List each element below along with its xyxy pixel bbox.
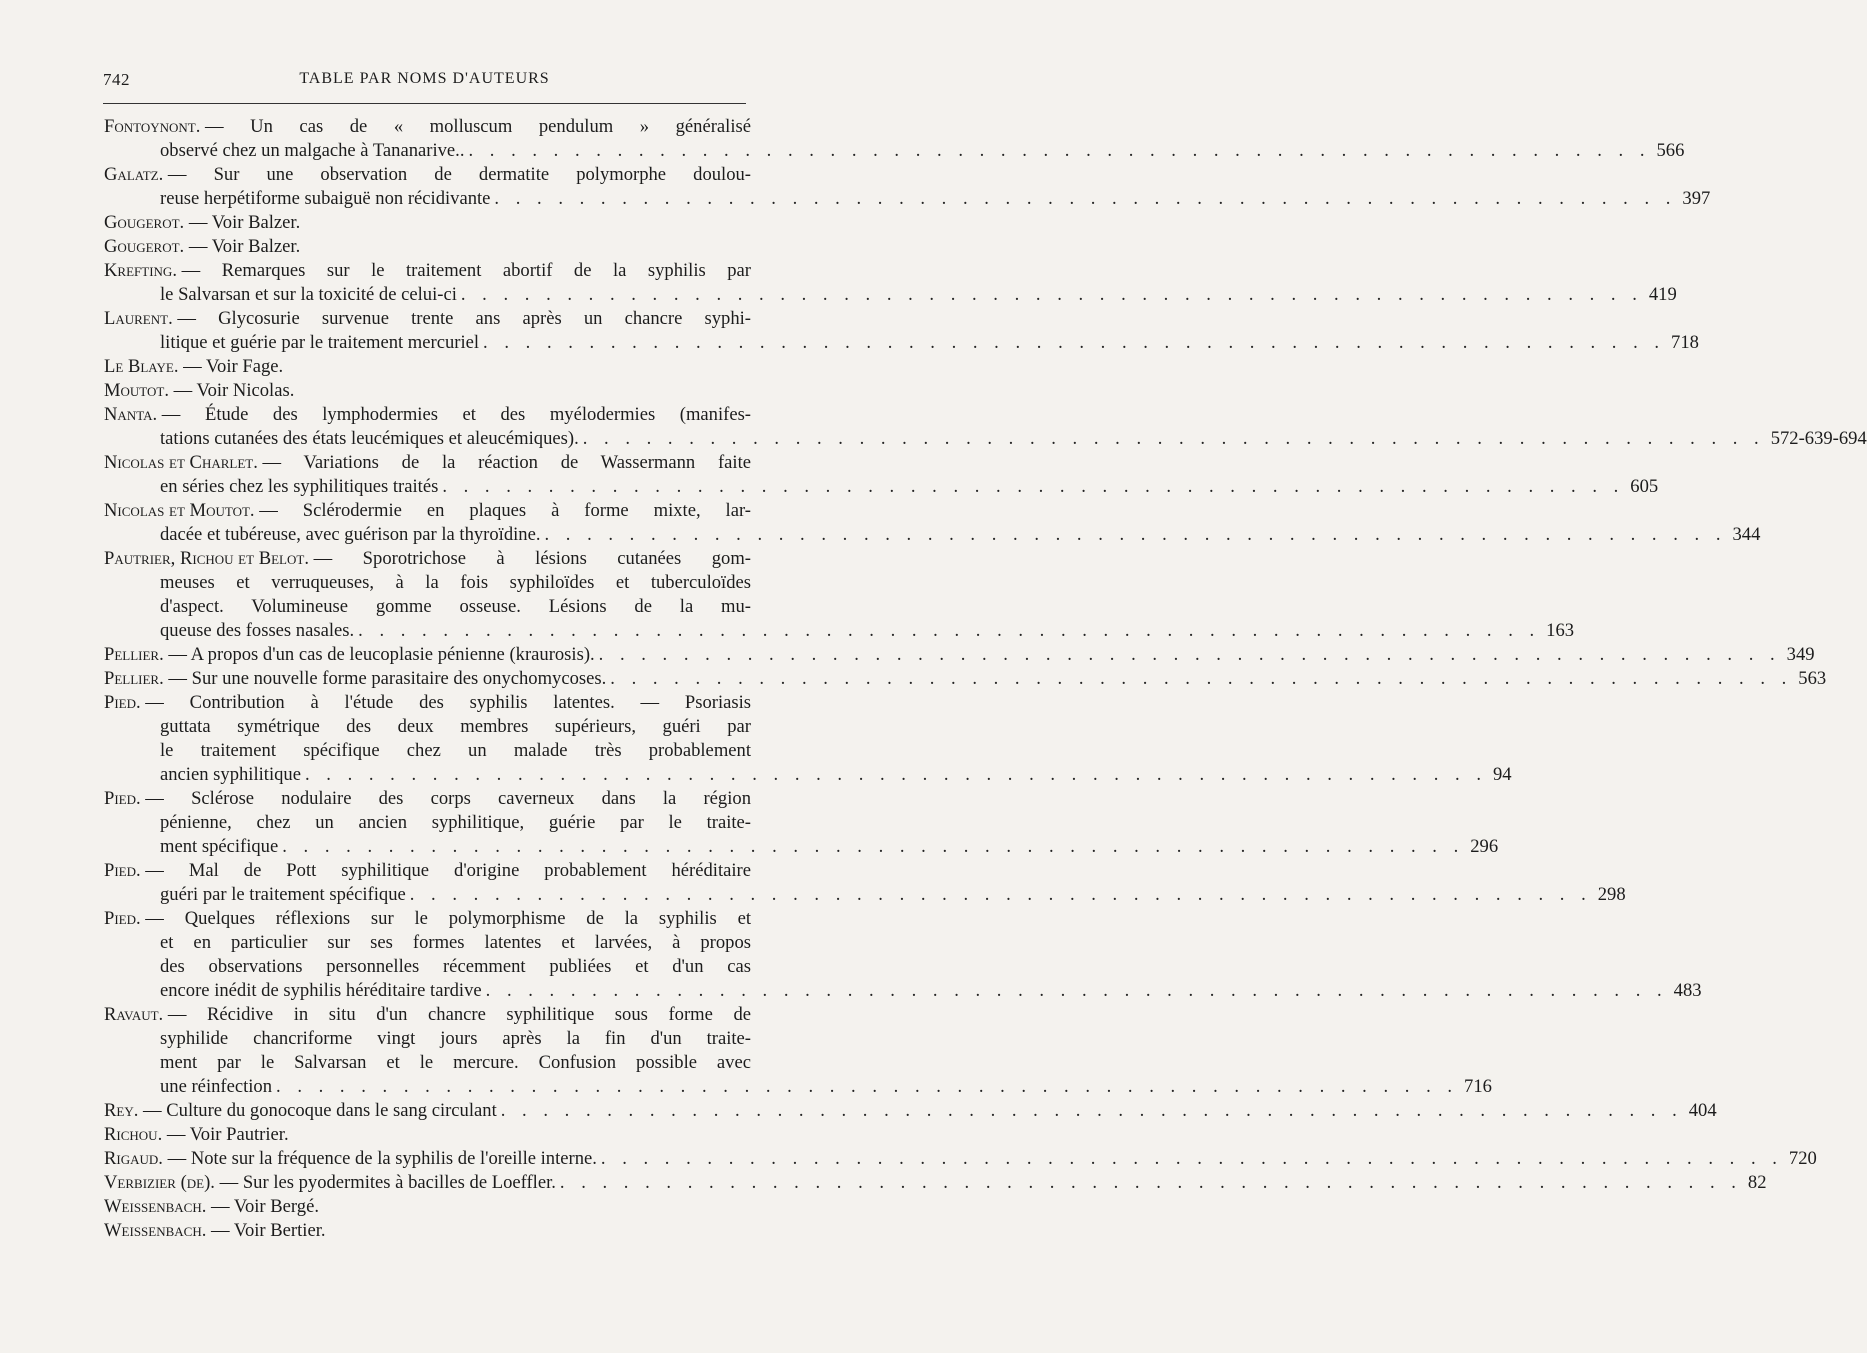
leader-dots (597, 1147, 1783, 1171)
entry-page-number: 404 (1688, 1100, 1717, 1121)
leader-dots (354, 619, 1540, 643)
entry-page-number: 572-639-694 (1770, 428, 1867, 449)
entry-text: — Remarques sur le traitement abortif de la syphilis par (181, 260, 751, 281)
index-entry (104, 691, 1512, 787)
entry-author: Nicolas et Charlet. (104, 452, 263, 473)
entry-text: — Sporotrichose à lésions cutanées gom- (313, 548, 751, 569)
entry-line (104, 1027, 751, 1051)
entry-text: guéri par le traitement spécifique (160, 884, 406, 905)
entry-line (104, 763, 1512, 787)
entry-text: ancien syphilitique (160, 764, 301, 785)
entry-text: queuse des fosses nasales. (160, 620, 355, 641)
entry-line (104, 1003, 751, 1027)
index-entry (104, 307, 1699, 355)
entry-text: tations cutanées des états leucémiques et aleucémiques). (160, 428, 579, 449)
entry-text: — Note sur la fréquence de la syphilis de l'oreille interne. (167, 1148, 597, 1169)
entry-text: syphilide chancriforme vingt jours après la fin d'un traite- (160, 1028, 751, 1049)
entry-author: Pellier. (104, 668, 169, 689)
entry-line (104, 667, 1827, 691)
index-entry (104, 1219, 751, 1243)
entry-text: observé chez un malgache à Tananarive.. (160, 140, 465, 161)
entry-text: une réinfection (160, 1076, 273, 1097)
index-entry (104, 451, 1659, 499)
entry-line (104, 571, 751, 595)
entry-author: Pied. (104, 908, 146, 929)
entry-line (104, 115, 751, 139)
entry-line (104, 979, 1702, 1003)
leader-dots (595, 643, 1781, 667)
entry-text: ment spécifique (160, 836, 279, 857)
entry-line (104, 1051, 751, 1075)
entry-line (104, 595, 751, 619)
index-entry (104, 859, 1626, 907)
entry-page-number: 94 (1492, 764, 1512, 785)
index-entry (104, 403, 1867, 451)
entry-line (104, 403, 751, 427)
entry-line (104, 163, 751, 187)
entry-text: — Voir Bergé. (211, 1196, 319, 1217)
page-header (103, 64, 746, 94)
entry-text: dacée et tubéreuse, avec guérison par la thyroïdine. (160, 524, 541, 545)
entry-text: — A propos d'un cas de leucoplasie pénienne (kraurosis). (168, 644, 595, 665)
entry-text: — Voir Fage. (183, 356, 284, 377)
entry-line (104, 619, 1575, 643)
index-entry (104, 115, 1685, 163)
entry-line (104, 1099, 1717, 1123)
entry-line (104, 259, 751, 283)
entry-page-number: 82 (1747, 1172, 1767, 1193)
entry-text: — Voir Balzer. (188, 212, 301, 233)
leader-dots (278, 835, 1464, 859)
leader-dots (301, 763, 1487, 787)
entry-author: Pied. (104, 692, 146, 713)
entry-text: — Récidive in situ d'un chancre syphilitique sous forme de (167, 1004, 751, 1025)
entry-text: d'aspect. Volumineuse gomme osseuse. Lésions de la mu- (160, 596, 751, 617)
entry-page-number: 397 (1682, 188, 1711, 209)
entry-author: Pied. (104, 788, 146, 809)
entry-line (104, 1147, 1817, 1171)
entry-text: — Sur une nouvelle forme parasitaire des onychomycoses. (168, 668, 607, 689)
entry-text: — Sclérose nodulaire des corps caverneux dans la région (145, 788, 751, 809)
entry-text: — Voir Bertier. (211, 1220, 326, 1241)
entry-line (104, 379, 751, 403)
entry-page-number: 716 (1464, 1076, 1492, 1097)
entry-line (104, 307, 751, 331)
leader-dots (556, 1171, 1742, 1195)
entry-line (104, 787, 751, 811)
index-entry (104, 1099, 1717, 1123)
index-entry (104, 1123, 751, 1147)
entry-line (104, 547, 751, 571)
leader-dots (406, 883, 1592, 907)
entry-page-number: 344 (1732, 524, 1761, 545)
entry-page-number: 349 (1786, 644, 1815, 665)
entry-author: Nicolas et Moutot. (104, 500, 260, 521)
entry-text: litique et guérie par le traitement mercuriel (160, 332, 480, 353)
entry-author: Gougerot. (104, 212, 189, 233)
index-entry (104, 643, 1815, 667)
entry-line (104, 859, 751, 883)
entry-author: Pellier. (104, 644, 169, 665)
running-title: TABLE PAR NOMS D'AUTEURS (299, 70, 550, 87)
index-entry (104, 259, 1677, 307)
leader-dots (540, 523, 1726, 547)
header-rule (103, 103, 746, 104)
index-entry (104, 379, 751, 403)
entry-author: Weissenbach. (104, 1196, 212, 1217)
entry-author: Laurent. (104, 308, 178, 329)
entry-text: — Mal de Pott syphilitique d'origine probablement héréditaire (145, 860, 751, 881)
entry-author: Verbizier (de). (104, 1172, 220, 1193)
entry-author: Gougerot. (104, 236, 189, 257)
entry-line (104, 235, 751, 259)
index-entry (104, 499, 1761, 547)
entry-line (104, 1219, 751, 1243)
entry-line (104, 1195, 751, 1219)
entry-line (104, 643, 1815, 667)
entry-text: le traitement spécifique chez un malade très probablement (160, 740, 751, 761)
entry-text: meuses et verruqueuses, à la fois syphiloïdes et tuberculoïdes (160, 572, 751, 593)
entry-text: et en particulier sur ses formes latentes et larvées, à propos (160, 932, 751, 953)
entry-text: des observations personnelles récemment publiées et d'un cas (160, 956, 751, 977)
entry-line (104, 1171, 1767, 1195)
entry-line (104, 883, 1626, 907)
entry-author: Rigaud. (104, 1148, 168, 1169)
entry-text: — Sur une observation de dermatite polymorphe doulou- (167, 164, 751, 185)
entry-line (104, 523, 1761, 547)
index-entry (104, 1195, 751, 1219)
index-entry (104, 787, 1499, 859)
entry-text: — Étude des lymphodermies et des myélodermies (manifes- (161, 404, 751, 425)
entry-text: — Variations de la réaction de Wassermann faite (262, 452, 751, 473)
entry-text: reuse herpétiforme subaiguë non récidivante (160, 188, 491, 209)
index-entry (104, 907, 1702, 1003)
entry-author: Ravaut. (104, 1004, 168, 1025)
index-entry (104, 667, 1827, 691)
entry-text: guttata symétrique des deux membres supérieurs, guéri par (160, 716, 751, 737)
index-entry (104, 1147, 1817, 1171)
entry-line (104, 451, 751, 475)
leader-dots (272, 1075, 1458, 1099)
entry-text: ment par le Salvarsan et le mercure. Confusion possible avec (160, 1052, 751, 1073)
index-entry (104, 1003, 1492, 1099)
entry-line (104, 331, 1699, 355)
entry-text: — Voir Nicolas. (173, 380, 295, 401)
entry-line (104, 907, 751, 931)
entry-line (104, 211, 751, 235)
leader-dots (579, 427, 1765, 451)
entry-line (104, 955, 751, 979)
entry-line (104, 931, 751, 955)
index-entry (104, 163, 1711, 211)
leader-dots (438, 475, 1624, 499)
entry-line (104, 499, 751, 523)
entry-page-number: 419 (1648, 284, 1677, 305)
entry-page-number: 718 (1671, 332, 1699, 353)
index-entry (104, 211, 751, 235)
entry-line (104, 691, 751, 715)
leader-dots (464, 139, 1650, 163)
leader-dots (482, 979, 1668, 1003)
entry-line (104, 835, 1499, 859)
entry-text: — Quelques réflexions sur le polymorphisme de la syphilis et (145, 908, 751, 929)
entry-line (104, 187, 1711, 211)
entry-page-number: 566 (1656, 140, 1685, 161)
entry-page-number: 605 (1630, 476, 1659, 497)
entry-line (104, 1123, 751, 1147)
entry-text: encore inédit de syphilis héréditaire tardive (160, 980, 482, 1001)
entry-author: Fontoynont. (104, 116, 206, 137)
entry-page-number: 563 (1798, 668, 1827, 689)
index-entry (104, 547, 1575, 643)
entry-line (104, 1075, 1492, 1099)
leader-dots (457, 283, 1643, 307)
entry-author: Richou. (104, 1124, 167, 1145)
entry-text: — Voir Pautrier. (166, 1124, 289, 1145)
entry-text: — Contribution à l'étude des syphilis latentes. — Psoriasis (145, 692, 751, 713)
leader-dots (606, 667, 1792, 691)
entry-text: — Sclérodermie en plaques à forme mixte, lar- (259, 500, 751, 521)
entry-author: Rey. (104, 1100, 144, 1121)
entry-line (104, 715, 751, 739)
entry-text: — Culture du gonocoque dans le sang circulant (143, 1100, 497, 1121)
entry-text: — Glycosurie survenue trente ans après un chancre syphi- (177, 308, 751, 329)
index-entry (104, 1171, 1767, 1195)
entry-line (104, 355, 751, 379)
entry-author: Weissenbach. (104, 1220, 212, 1241)
author-index-list (104, 115, 1867, 1243)
entry-page-number: 720 (1788, 1148, 1817, 1169)
entry-text: — Voir Balzer. (188, 236, 301, 257)
entry-author: Le Blaye. (104, 356, 184, 377)
entry-page-number: 483 (1673, 980, 1702, 1001)
entry-line (104, 427, 1867, 451)
entry-author: Krefting. (104, 260, 182, 281)
page-number: 742 (103, 70, 130, 89)
entry-author: Nanta. (104, 404, 162, 425)
index-entry (104, 355, 751, 379)
entry-author: Moutot. (104, 380, 174, 401)
entry-page-number: 296 (1470, 836, 1499, 857)
entry-line (104, 811, 751, 835)
entry-text: — Un cas de « molluscum pendulum » généralisé (205, 116, 751, 137)
entry-text: — Sur les pyodermites à bacilles de Loeffler. (219, 1172, 556, 1193)
entry-line (104, 283, 1677, 307)
entry-line (104, 139, 1685, 163)
entry-line (104, 739, 751, 763)
entry-line (104, 475, 1659, 499)
entry-text: pénienne, chez un ancien syphilitique, guérie par le traite- (160, 812, 751, 833)
entry-text: en séries chez les syphilitiques traités (160, 476, 439, 497)
entry-page-number: 163 (1546, 620, 1575, 641)
leader-dots (490, 187, 1676, 211)
index-entry (104, 235, 751, 259)
entry-author: Pautrier, Richou et Belot. (104, 548, 314, 569)
entry-author: Galatz. (104, 164, 168, 185)
leader-dots (479, 331, 1665, 355)
entry-page-number: 298 (1597, 884, 1626, 905)
entry-author: Pied. (104, 860, 146, 881)
entry-text: le Salvarsan et sur la toxicité de celui-ci (160, 284, 457, 305)
leader-dots (497, 1099, 1683, 1123)
